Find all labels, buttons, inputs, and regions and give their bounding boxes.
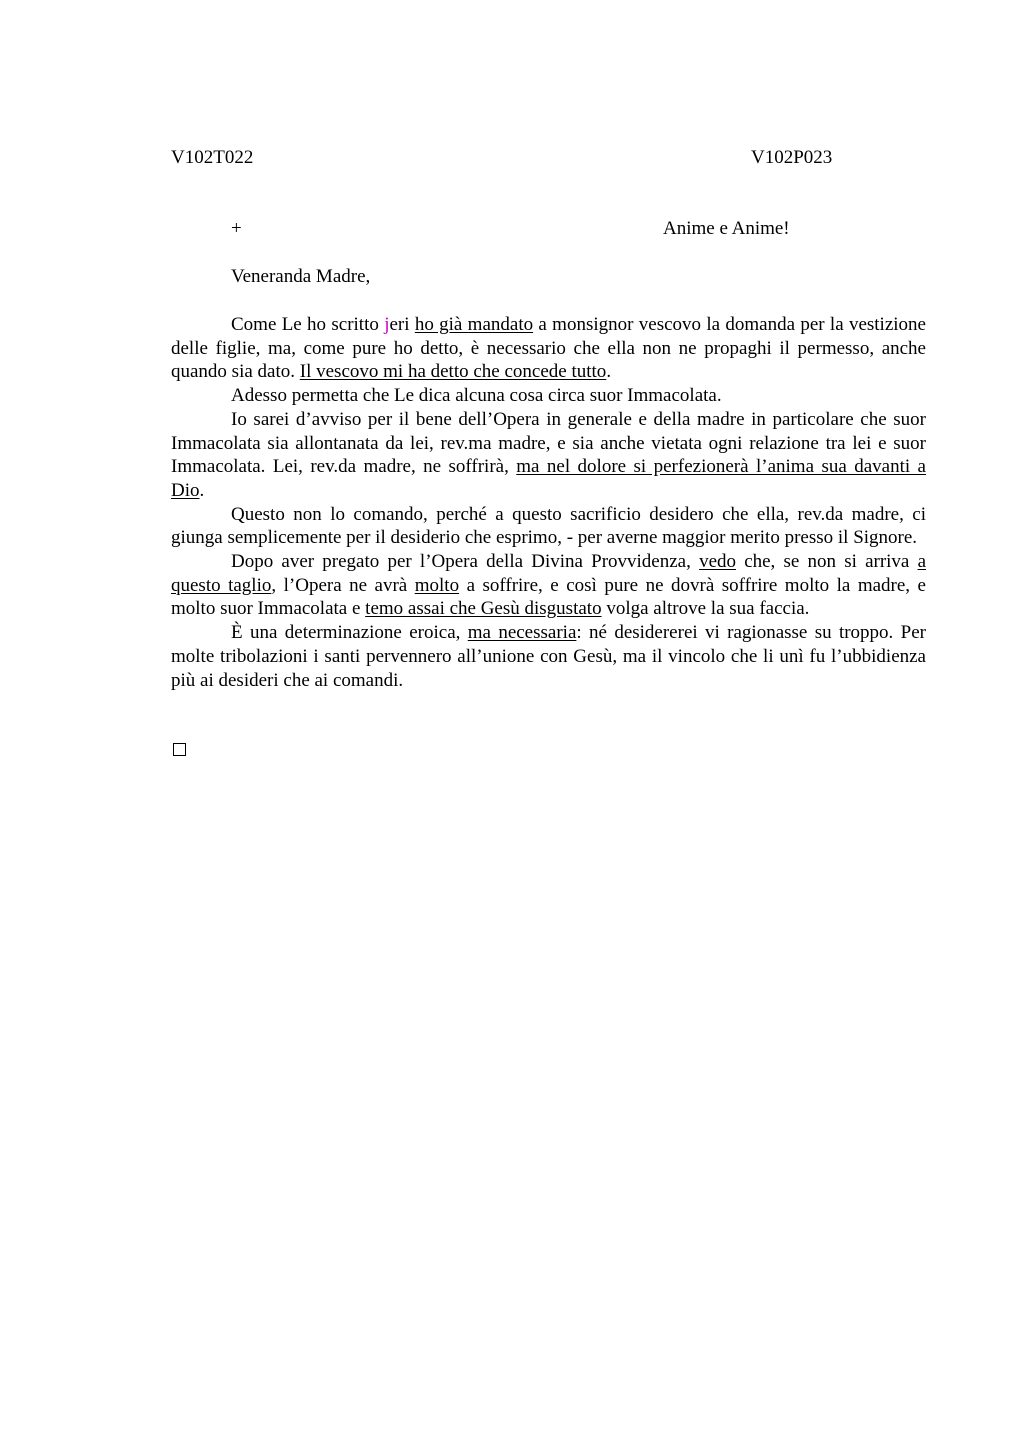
letter-motto: Anime e Anime! [663, 218, 790, 239]
text-run: a monsignor vescovo la domanda per la vestizione delle figlie, ma, come pure ho detto, è necessario che ella non ne propaghi il permesso, anche quando sia dato. [171, 314, 926, 383]
underlined-phrase: ma nel dolore si perfezionerà l’anima sua davanti a Dio [171, 456, 926, 501]
underlined-phrase: temo assai che Gesù disgustato [365, 598, 602, 620]
underlined-phrase: Il vescovo mi ha detto che concede tutto [299, 361, 607, 383]
text-run: a soffrire, e così pure ne dovrà soffrire molto la madre, e molto suor Immacolata e [171, 574, 926, 620]
text-run: . [606, 361, 612, 383]
text-run: che, se non si arriva [736, 551, 918, 573]
underlined-phrase: vedo [699, 551, 736, 573]
cross-symbol: + [231, 218, 242, 239]
underlined-phrase: ho già mandato [414, 314, 534, 335]
text-run: Dopo aver pregato per l’Opera della Divina Provvidenza, [231, 551, 700, 573]
document-reference-left: V102T022 [171, 147, 254, 168]
paragraph-2: Adesso permetta che Le dica alcuna cosa circa suor Immacolata. [231, 385, 722, 407]
paragraph-1 [171, 313, 926, 384]
text-run: . [199, 479, 205, 501]
underlined-phrase: a questo taglio [171, 551, 926, 596]
paragraph-6 [171, 621, 926, 692]
paragraph-5 [171, 550, 926, 621]
text-run: volga altrove la sua faccia. [601, 598, 810, 620]
square-outline-icon [173, 743, 186, 756]
text-run: : né desidererei vi ragionasse su troppo. Per molte tribolazioni i santi pervennero all’unione con Gesù, ma il vincolo che li unì fu l’ubbidienza più ai desideri che ai comandi. [171, 622, 926, 691]
paragraph-4: Questo non lo comando, perché a questo sacrificio desidero che ella, rev.da madre, ci giunga semplicemente per il desiderio che esprimo, - per averne maggior merito presso il Signore. [171, 503, 926, 549]
letter-body [171, 313, 926, 692]
text-run: Io sarei d’avviso per il bene dell’Opera in generale e della madre in particolare che suor Immacolata sia allontanata da lei, rev.ma madre, e sia anche vietata ogni relazione tra lei e suor Immacolata. Lei, rev.da madre, ne soffrirà, [171, 408, 926, 478]
underlined-phrase: molto [414, 574, 460, 596]
highlighted-letter: j [384, 314, 390, 335]
text-run: È una determinazione eroica, [231, 622, 468, 644]
text-run: eri [389, 314, 415, 335]
document-reference-right: V102P023 [751, 147, 833, 168]
text-run: , l’Opera ne avrà [271, 574, 415, 596]
letter-salutation: Veneranda Madre, [231, 266, 371, 287]
underlined-phrase: ma necessaria [467, 622, 577, 644]
paragraph-3 [171, 408, 926, 503]
text-run: Come Le ho scritto [231, 314, 385, 335]
